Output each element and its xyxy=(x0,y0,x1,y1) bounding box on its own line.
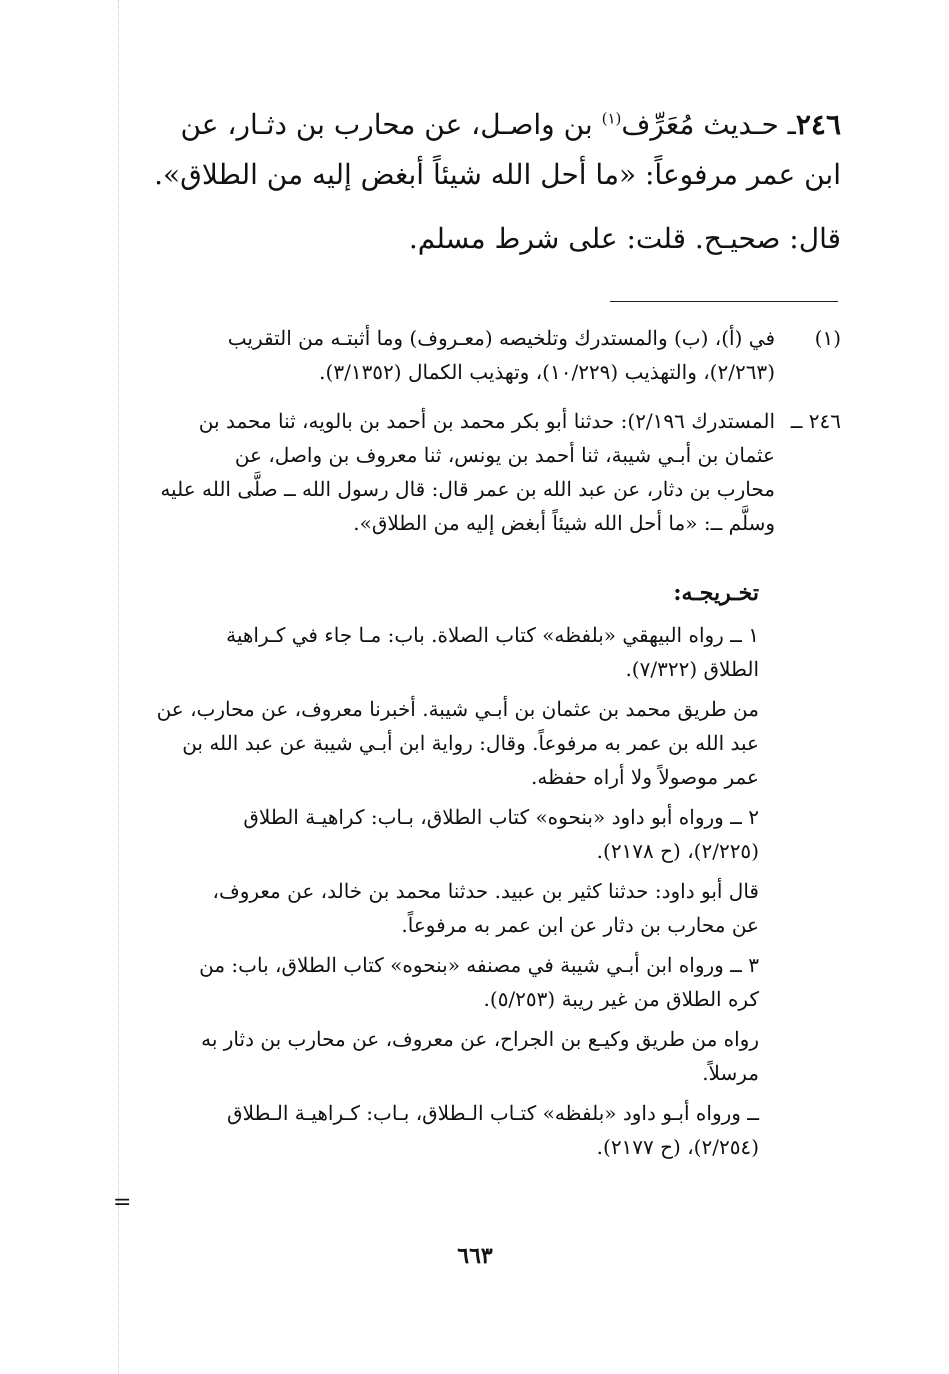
hadith-main-line-1-rest: بن واصـل، عن محارب بن دثـار، عن xyxy=(180,108,602,141)
takhrij-section xyxy=(139,618,759,1170)
takhrij-line: عبد الله بن عمر به مرفوعاً. وقال: رواية ابن أبـي شيبة عن عبد الله بن xyxy=(182,731,759,755)
takhrij-paragraph xyxy=(139,800,759,868)
takhrij-line: مرسلاً. xyxy=(702,1061,759,1085)
takhrij-paragraph xyxy=(139,1096,759,1164)
takhrij-line: (٢/٢٥٤)، (ح ٢١٧٧). xyxy=(596,1135,759,1159)
footnote-source-number: ٢٤٦ ــ xyxy=(790,409,841,433)
takhrij-heading: تخـريجـه: xyxy=(673,580,759,606)
takhrij-line: (٢/٢٢٥)، (ح ٢١٧٨). xyxy=(596,839,759,863)
footnote-source-line: المستدرك ٢/١٩٦): حدثنا أبو بكر محمد بن أحمد بن بالويه، ثنا محمد بن xyxy=(198,409,775,433)
takhrij-line: ٢ ــ ورواه أبو داود «بنحوه» كتاب الطلاق، بـاب: كراهيـة الطلاق xyxy=(243,805,759,829)
hadith-main-line-1-text: ـ حـديث مُعَرِّف xyxy=(621,108,796,141)
takhrij-line: كره الطلاق من غير ريبة (٥/٢٥٣). xyxy=(483,987,759,1011)
takhrij-line: ٣ ــ ورواه ابن أبـي شيبة في مصنفه «بنحوه» كتاب الطلاق، باب: من xyxy=(199,953,759,977)
footnote-source-line: محارب بن دثار، عن عبد الله بن عمر قال: قال رسول الله ــ صلَّى الله عليه xyxy=(160,477,775,501)
page-number: ٦٦٣ xyxy=(457,1243,493,1269)
hadith-number: ٢٤٦ xyxy=(795,108,841,141)
takhrij-line: رواه من طريق وكيـع بن الجراح، عن معروف، عن محارب بن دثار به xyxy=(201,1027,759,1051)
takhrij-line: عمر موصولاً ولا أراه حفظه. xyxy=(530,765,759,789)
hadith-main-line-2: ابن عمر مرفوعاً: «ما أحل الله شيئاً أبغض إليه من الطلاق». xyxy=(154,158,841,191)
footnote-1 xyxy=(143,321,841,389)
footnote-source-line: عثمان بن أبـي شيبة، ثنا أحمد بن يونس، ثنا معروف بن واصل، عن xyxy=(234,443,775,467)
takhrij-line: ١ ــ رواه البيهقي «بلفظه» كتاب الصلاة. باب: مـا جاء في كـراهية xyxy=(226,623,759,647)
footnote-separator xyxy=(610,301,838,302)
takhrij-paragraph xyxy=(139,618,759,686)
takhrij-paragraph xyxy=(139,692,759,794)
footnote-1-line: (٢/٢٦٣)، والتهذيب (١٠/٢٢٩)، وتهذيب الكمال (٣/١٣٥٢). xyxy=(319,360,775,384)
takhrij-line: ــ ورواه أبـو داود «بلفظه» كتـاب الـطلاق، بـاب: كـراهيـة الـطلاق xyxy=(227,1101,759,1125)
footnote-1-line: في (أ)، (ب) والمستدرك وتلخيصه (معـروف) وما أثبتـه من التقريب xyxy=(227,326,775,350)
takhrij-line: الطلاق (٧/٣٢٢). xyxy=(625,657,759,681)
takhrij-paragraph xyxy=(139,874,759,942)
takhrij-line: عن محارب بن دثار عن ابن عمر به مرفوعاً. xyxy=(401,913,759,937)
hadith-main-text xyxy=(141,100,841,264)
footnote-1-number: (١) xyxy=(814,326,841,350)
footnote-source xyxy=(143,404,841,540)
takhrij-line: من طريق محمد بن عثمان بن أبـي شيبة. أخبرنا معروف، عن محارب، عن xyxy=(156,697,759,721)
hadith-main-line-1 xyxy=(141,100,841,150)
takhrij-paragraph xyxy=(139,1022,759,1090)
takhrij-paragraph xyxy=(139,948,759,1016)
continuation-mark: = xyxy=(113,1190,132,1215)
footnote-source-line: وسلَّم ــ: «ما أحل الله شيئاً أبغض إليه من الطلاق». xyxy=(353,511,775,535)
footnote-reference: (١) xyxy=(601,109,622,128)
hadith-ruling: قال: صحيـح. قلت: على شرط مسلم. xyxy=(408,222,841,255)
takhrij-line: قال أبو داود: حدثنا كثير بن عبيد. حدثنا محمد بن خالد، عن معروف، xyxy=(212,879,759,903)
